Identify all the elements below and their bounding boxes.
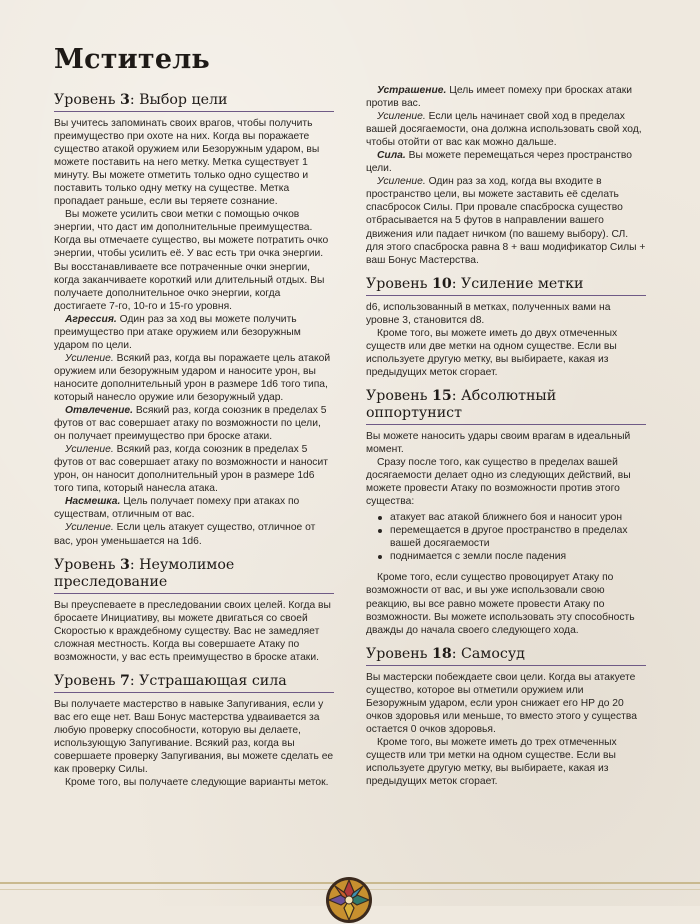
mark-option-boost: Усиление. Один раз за ход, когда вы входите в пространство цели, вы можете заставить её сделать спасбросок Силы. При провале спасброска существо отбрасывается на 5 футов в направлении вашего движения или падает ничком (по вашему выбору). СЛ. для этого спасброска равна 8 + ваш модификатор Силы + ваш Бонус Мастерства.: [366, 176, 646, 266]
section-heading-level-10: Уровень 10: Усиление метки: [366, 276, 646, 296]
paragraph: Вы можете наносить удары своим врагам в идеальный момент.: [366, 430, 631, 455]
section-heading-level-18: Уровень 18: Самосуд: [366, 646, 646, 666]
paragraph: Вы преуспеваете в преследовании своих целей. Когда вы бросаете Инициативу, вы можете двигаться со своей Скоростью к враждебному существу. Вас не замедляет сложная местность. Когда вы совершаете Атаку по возможности, у вас есть преимущество в броске атаки.: [54, 599, 331, 663]
page-title: Мститель: [54, 44, 210, 75]
right-column: [366, 84, 646, 788]
paragraph: Кроме того, вы можете иметь до двух отмеченных существ или две метки на одном существе. Если вы используете другую метку, вы выбираете, какая из предыдущих меток сгорает.: [366, 327, 618, 378]
section-heading-level-3-target: Уровень 3: Выбор цели: [54, 92, 334, 112]
mark-option-boost: Усиление. Всякий раз, когда вы поражаете цель атакой оружием или безоружным ударом и наносите урон, вы наносите дополнительный урон в размере 1d6 того типа, который нанесло оружие или безоружный удар.: [54, 352, 331, 403]
mark-option-distraction: Отвлечение. Всякий раз, когда союзник в пределах 5 футов от вас совершает атаку по возможности по цели, он получает преимущество при броске атаки.: [54, 405, 327, 443]
left-column: [54, 92, 334, 789]
paragraph: Кроме того, вы получаете следующие варианты меток.: [65, 777, 329, 789]
list-item: перемещается в другое пространство в пределах вашей досягаемости: [380, 524, 646, 550]
mark-option-strength: Сила. Вы можете перемещаться через пространство цели.: [366, 150, 632, 175]
paragraph: d6, использованный в метках, полученных вами на уровне 3, становится d8.: [366, 301, 611, 326]
mark-option-aggression: Агрессия. Один раз за ход вы можете получить преимущество при атаке оружием или безоружным ударом по цели.: [54, 313, 301, 351]
section-heading-level-3-pursuit: Уровень 3: Неумолимое преследование: [54, 557, 334, 594]
paragraph: Сразу после того, как существо в пределах вашей досягаемости делает одно из следующих действий, вы можете провести Атаку по возможности против этого существа:: [366, 457, 631, 508]
section-heading-level-7: Уровень 7: Устрашающая сила: [54, 673, 334, 693]
list-item: атакует вас атакой ближнего боя и наносит урон: [380, 511, 646, 524]
paragraph: Кроме того, если существо провоцирует Атаку по возможности от вас, и вы уже использовали свою реакцию, вы все равно можете провести Атаку по возможности. Вы можете использовать эту способность дважды до начала своего следующего хода.: [366, 572, 635, 636]
mark-option-taunt: Насмешка. Цель получает помеху при атаках по существам, отличным от вас.: [54, 496, 300, 521]
list-item: поднимается с земли после падения: [380, 550, 646, 563]
mark-option-boost: Усиление. Всякий раз, когда союзник в пределах 5 футов от вас совершает атаку по возможности и наносит урон, он наносит дополнительный урон в размере 1d6 того типа, который нанесла атака.: [54, 444, 328, 495]
mark-option-boost: Усиление. Если цель атакует существо, отличное от вас, урон уменьшается на 1d6.: [54, 522, 316, 547]
paragraph: Вы мастерски побеждаете свои цели. Когда вы атакуете существо, которое вы отметили оружием или Безоружным ударом, если урон снижает его HP до 20 очков здоровья или меньше, то вместо этого у существа остается 0 очков здоровья.: [366, 671, 637, 735]
paragraph: Вы получаете мастерство в навыке Запугивания, если у вас его еще нет. Ваш Бонус мастерства удваивается за любую проверку способности, которую вы делаете, использующую Запугивание. Всякий раз, когда вы совершаете проверку Запугивания, вы можете сделать ее как проверку Силы.: [54, 698, 334, 776]
paragraph: Кроме того, вы можете иметь до трех отмеченных существ или три метки на одном существе. Если вы используете другую метку, вы выбираете, какая из предыдущих меток сгорает.: [366, 736, 617, 788]
trigger-list: [366, 511, 646, 563]
mark-option-boost: Усиление. Если цель начинает свой ход в пределах вашей досягаемости, она должна использовать свой ход, чтобы отойти от вас как можно дальше.: [366, 111, 642, 149]
section-heading-level-15: Уровень 15: Абсолютный оппортунист: [366, 388, 646, 425]
paragraph: Вы можете усилить свои метки с помощью очков энергии, что даст им дополнительные преимущества. Когда вы отмечаете существо, вы можете потратить очко энергии, чтобы усилить её. У вас есть три очка энергии. Вы восстанавливаете все потраченные очки энергии, когда заканчиваете короткий или длительный отдых. Вы получаете дополнительное очко энергии, когда достигаете 7-го, 10-го и 15-го уровня.: [54, 209, 329, 312]
paragraph: Вы учитесь запоминать своих врагов, чтобы получить преимущество при охоте на них. Когда вы поражаете существо атакой оружием или Безоружным ударом, вы можете поставить на него метку. Метка существует 1 минуту. Вы можете отметить только одно существо и поставить только одну метку на существе. Метка пропадает раньше, если вы теряете сознание.: [54, 118, 320, 208]
mark-option-intimidation: Устрашение. Цель имеет помеху при бросках атаки против вас.: [366, 85, 632, 110]
footer-emblem-icon: [325, 876, 373, 924]
